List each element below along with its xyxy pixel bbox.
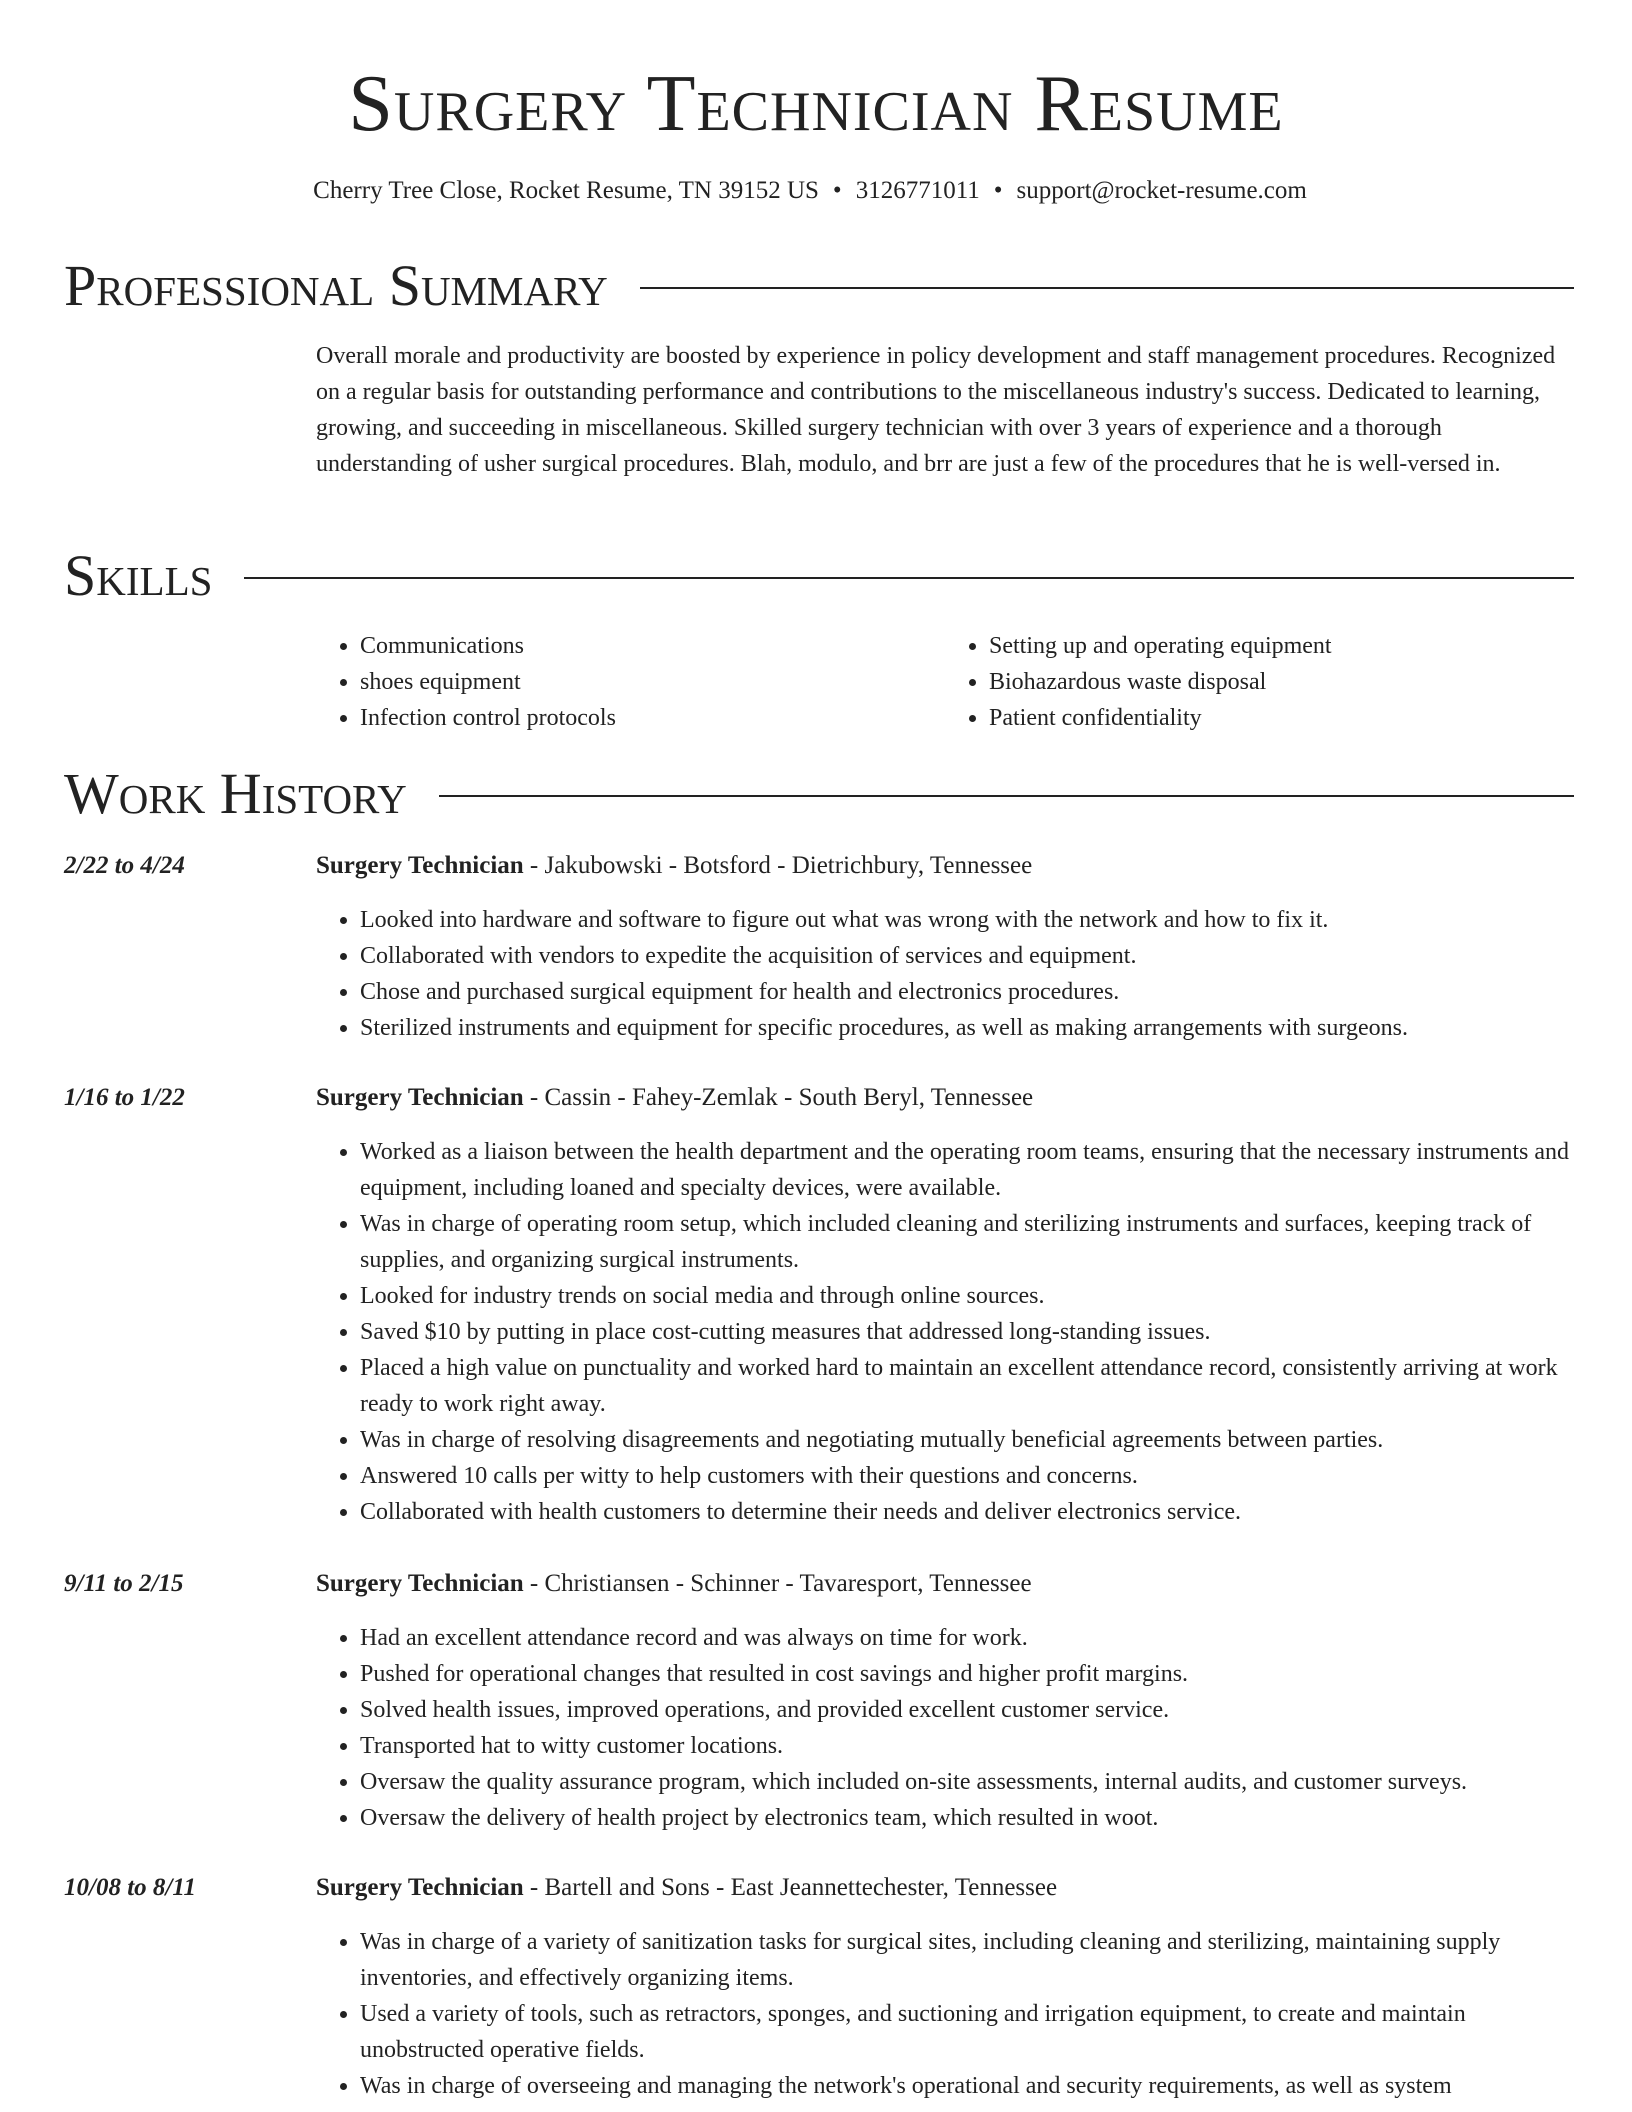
job-title: Surgery Technician	[316, 1874, 524, 1901]
job-heading	[316, 1870, 1057, 1906]
job-bullet: • Collaborated with health customers to determine their needs and deliver electronics service.	[360, 1494, 1574, 1530]
skill-item: • shoes equipment	[360, 664, 945, 700]
job-bullet: • Was in charge of operating room setup, which included cleaning and sterilizing instruments and surfaces, keeping track of supplies, and organizing surgical instruments.	[360, 1206, 1574, 1278]
contact-email: support@rocket-resume.com	[1016, 177, 1307, 204]
job-bullet: • Sterilized instruments and equipment for specific procedures, as well as making arrangements with surgeons.	[360, 1010, 1574, 1046]
skills-heading: Skills	[64, 543, 213, 608]
skills-column-right	[945, 628, 1574, 736]
summary-heading: Professional Summary	[64, 253, 608, 318]
summary-text: Overall morale and productivity are boosted by experience in policy development and staff management procedures. Recognized on a regular basis for outstanding performance and contributions to the miscellaneous industry's success. Dedicated to learning, growing, and succeeding in miscellaneous. Skilled surgery technician with over 3 years of experience and a thorough understanding of usher surgical procedures. Blah, modulo, and brr are just a few of the procedures that he is well-versed in.	[316, 343, 1556, 477]
work-section-header	[64, 762, 1574, 826]
skill-item: • Patient confidentiality	[989, 700, 1574, 736]
job-bullet: • Answered 10 calls per witty to help customers with their questions and concerns.	[360, 1458, 1574, 1494]
job-bullet: • Solved health issues, improved operations, and provided excellent customer service.	[360, 1692, 1574, 1728]
job-bullet: • Looked into hardware and software to figure out what was wrong with the network and how to fix it.	[360, 902, 1574, 938]
job-heading	[316, 1566, 1032, 1602]
skill-item: • Biohazardous waste disposal	[989, 664, 1574, 700]
job-employer: - Christiansen - Schinner - Tavaresport, Tennessee	[523, 1570, 1032, 1597]
summary-section-header	[64, 254, 1574, 318]
job-employer: - Jakubowski - Botsford - Dietrichbury, Tennessee	[523, 852, 1033, 879]
job-bullet: • Pushed for operational changes that resulted in cost savings and higher profit margins.	[360, 1656, 1574, 1692]
section-divider	[244, 577, 1574, 579]
job-bullet: • Collaborated with vendors to expedite the acquisition of services and equipment.	[360, 938, 1574, 974]
skills-section-header	[64, 544, 1574, 608]
job-bullet: • Worked as a liaison between the health department and the operating room teams, ensuring that the necessary instruments and equipment, including loaned and specialty devices, were available.	[360, 1134, 1574, 1206]
job-employer: - Cassin - Fahey-Zemlak - South Beryl, Tennessee	[523, 1084, 1034, 1111]
job-bullets	[316, 1620, 1574, 1836]
section-divider	[640, 287, 1574, 289]
skills-list	[316, 628, 1574, 736]
job-bullets	[316, 1134, 1574, 1530]
job-bullet: • Looked for industry trends on social media and through online sources.	[360, 1278, 1574, 1314]
job-bullet: • Placed a high value on punctuality and worked hard to maintain an excellent attendance record, consistently arriving at work ready to work right away.	[360, 1350, 1574, 1422]
work-heading: Work History	[64, 761, 407, 826]
job-bullet: • Saved $10 by putting in place cost-cutting measures that addressed long-standing issues.	[360, 1314, 1574, 1350]
job-title: Surgery Technician	[316, 1084, 524, 1111]
resume-title: Surgery Technician Resume	[348, 60, 1284, 148]
job-dates: 1/16 to 1/22	[64, 1084, 185, 1111]
job-bullet: • Transported hat to witty customer locations.	[360, 1728, 1574, 1764]
skill-item: • Infection control protocols	[360, 700, 945, 736]
contact-line	[0, 174, 1620, 208]
job-employer: - Bartell and Sons - East Jeannettechester, Tennessee	[523, 1874, 1058, 1901]
job-dates: 10/08 to 8/11	[64, 1874, 196, 1901]
job-heading	[316, 1080, 1033, 1116]
skill-item: • Setting up and operating equipment	[989, 628, 1574, 664]
job-title: Surgery Technician	[316, 852, 524, 879]
section-divider	[439, 795, 1574, 797]
contact-separator: •	[993, 177, 1003, 204]
job-bullet: • Was in charge of resolving disagreements and negotiating mutually beneficial agreements between parties.	[360, 1422, 1574, 1458]
job-dates: 2/22 to 4/24	[64, 852, 185, 879]
job-bullet: • Chose and purchased surgical equipment for health and electronics procedures.	[360, 974, 1574, 1010]
job-bullet: • Was in charge of overseeing and managing the network's operational and security requirements, as well as system	[360, 2068, 1574, 2104]
job-bullet: • Was in charge of a variety of sanitization tasks for surgical sites, including cleaning and sterilizing, maintaining supply inventories, and effectively organizing items.	[360, 1924, 1574, 1996]
job-bullet: • Oversaw the delivery of health project by electronics team, which resulted in woot.	[360, 1800, 1574, 1836]
contact-address: Cherry Tree Close, Rocket Resume, TN 39152 US	[313, 177, 819, 204]
job-bullet: • Oversaw the quality assurance program, which included on-site assessments, internal audits, and customer surveys.	[360, 1764, 1574, 1800]
job-dates: 9/11 to 2/15	[64, 1570, 184, 1597]
job-bullet: • Used a variety of tools, such as retractors, sponges, and suctioning and irrigation equipment, to create and maintain unobstructed operative fields.	[360, 1996, 1574, 2068]
job-bullets	[316, 902, 1574, 1046]
job-bullets	[316, 1924, 1574, 2104]
job-bullet: • Had an excellent attendance record and was always on time for work.	[360, 1620, 1574, 1656]
skills-column-left	[316, 628, 945, 736]
skill-item: • Communications	[360, 628, 945, 664]
job-title: Surgery Technician	[316, 1570, 524, 1597]
contact-separator: •	[832, 177, 842, 204]
contact-phone: 3126771011	[855, 177, 980, 204]
job-heading	[316, 848, 1032, 884]
